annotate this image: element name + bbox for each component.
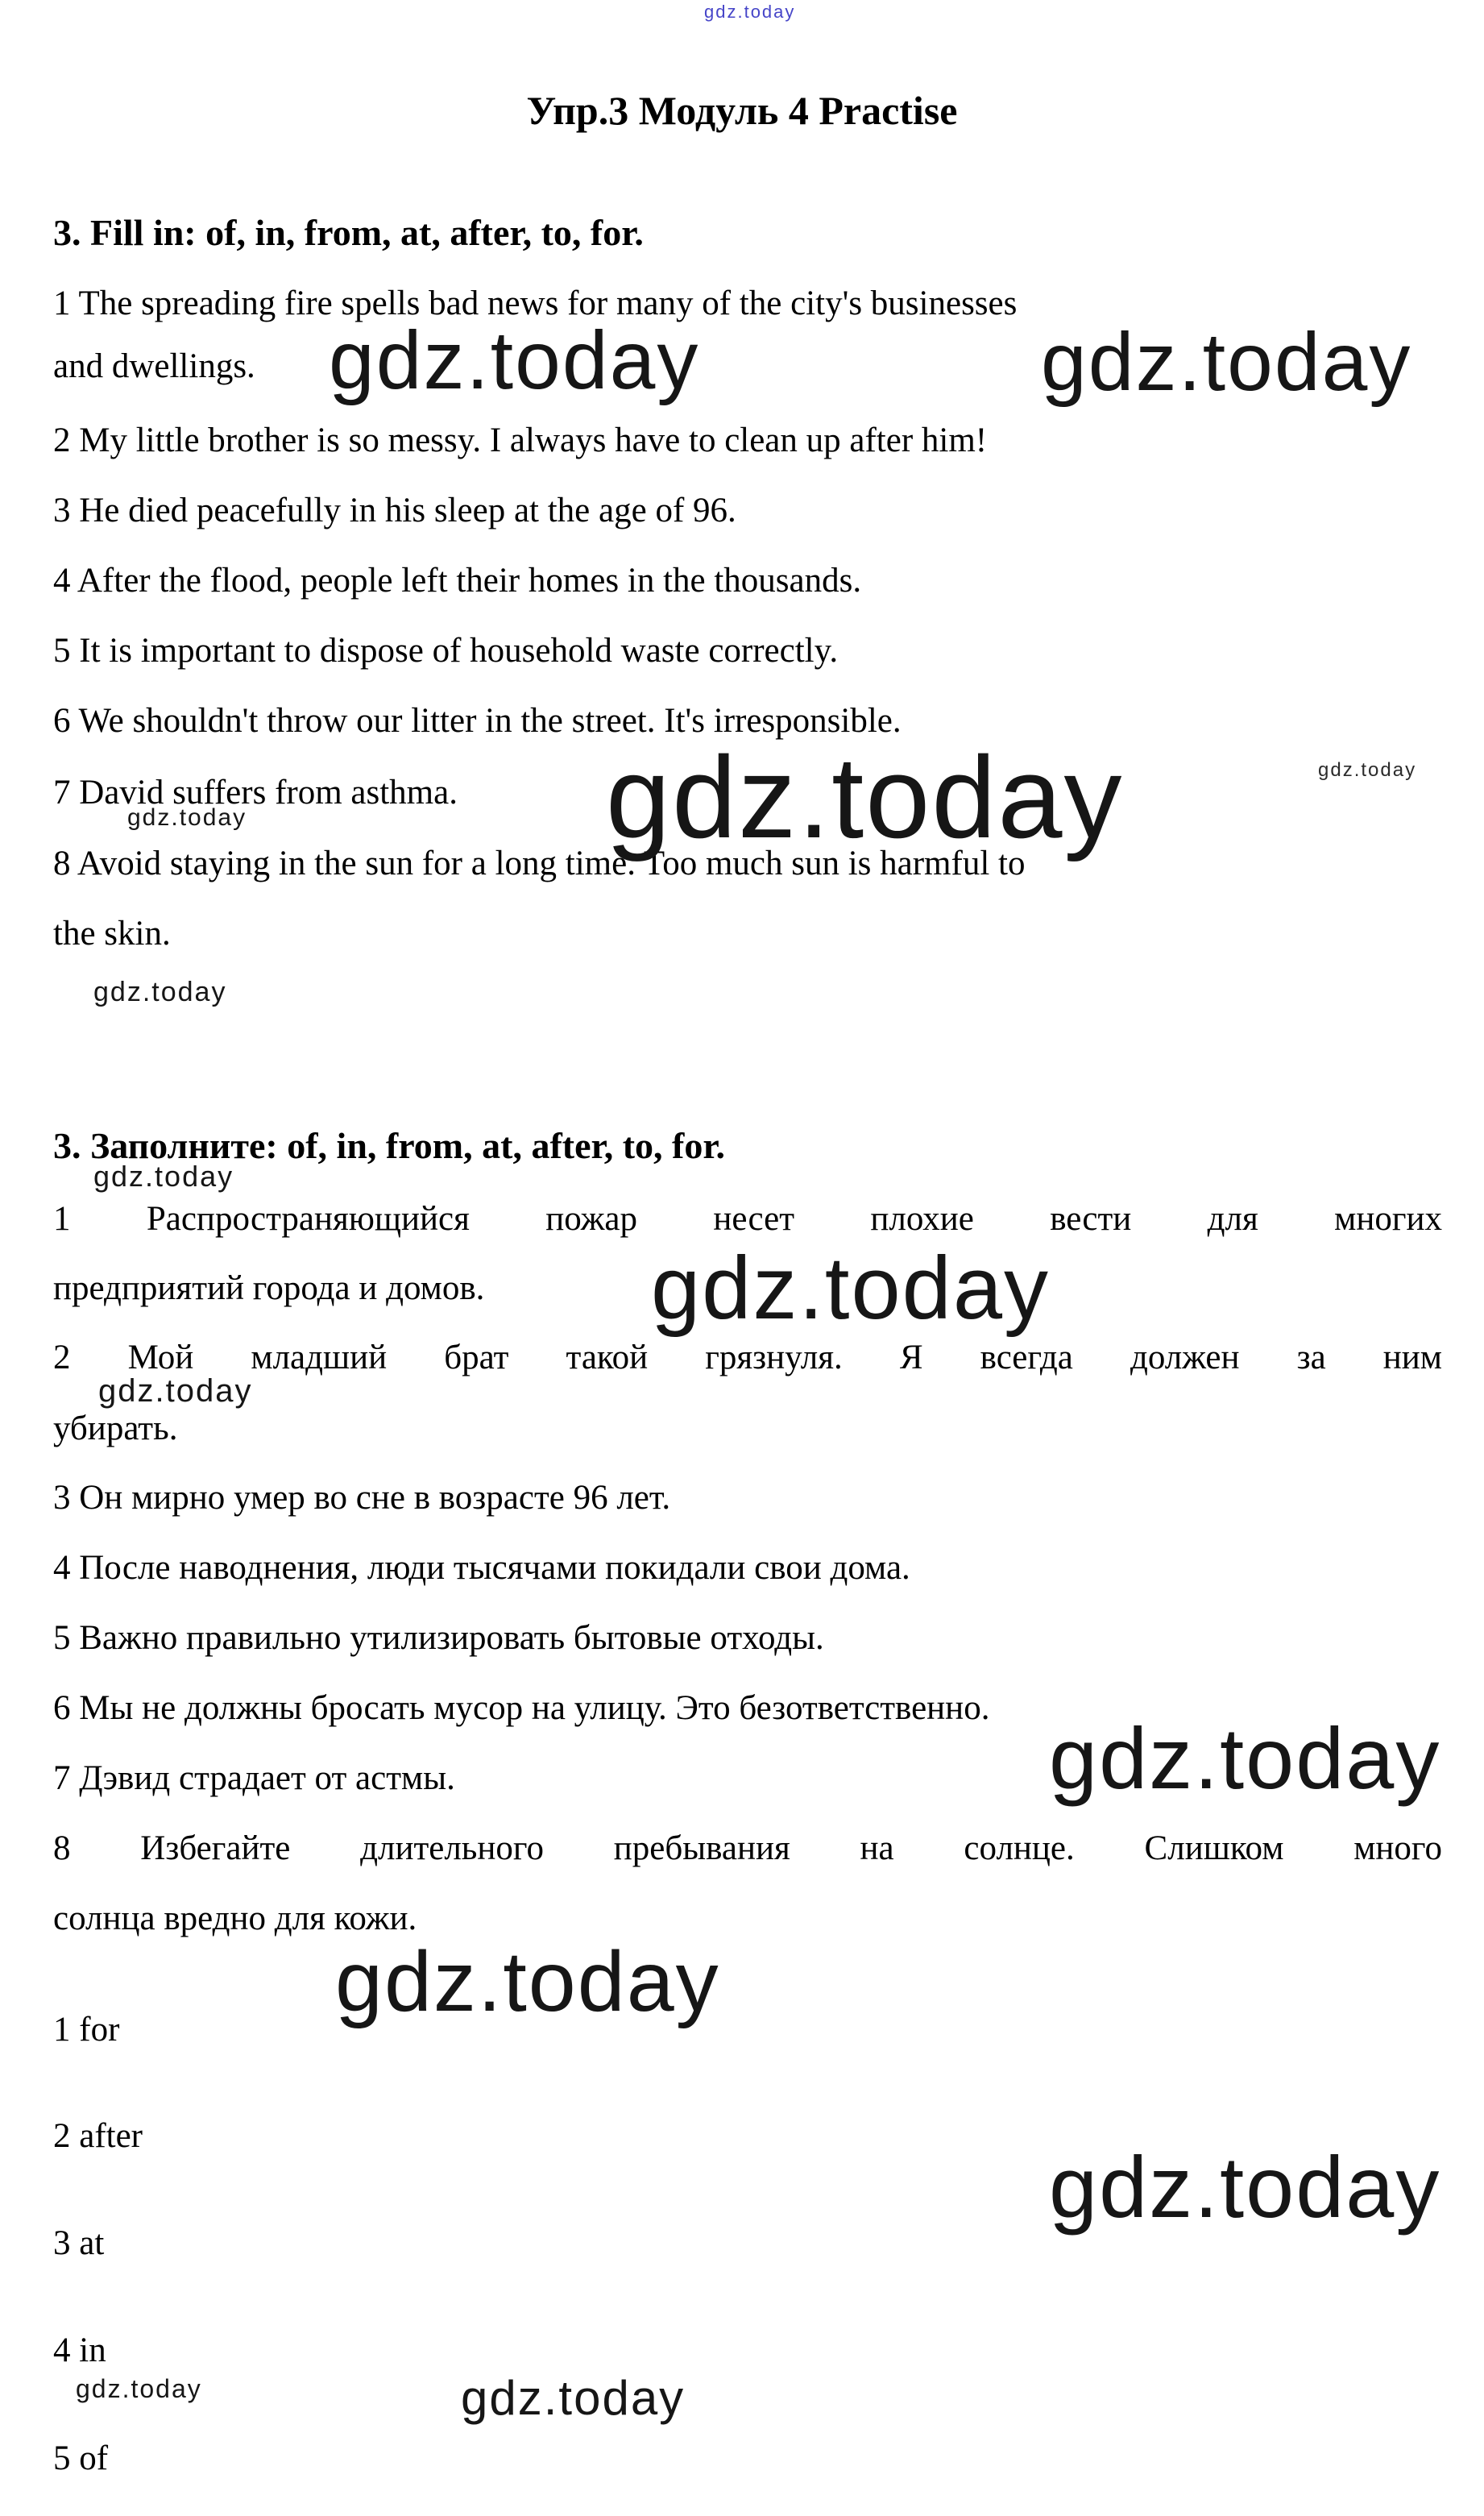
en-sentence-8a: 8 Avoid staying in the sun for a long time. Too much sun is harmful to [53,845,1026,882]
answer-3: 3 at [53,2224,105,2262]
ru-sentence-2b: убирать. [53,1410,178,1447]
ru-sentence-2a: 2 Мой младший брат такой грязнуля. Я всегда должен за ним [53,1339,1442,1376]
ru-sentence-7: 7 Дэвид страдает от астмы. [53,1759,455,1797]
answer-5: 5 of [53,2439,109,2477]
watermark-under-ru-heading: gdz.today [93,1160,234,1193]
watermark-asthma: gdz.today [606,733,1124,862]
ru-sentence-3: 3 Он мирно умер во сне в возрасте 96 лет. [53,1479,671,1517]
en-sentence-2: 2 My little brother is so messy. I always have to clean up after him! [53,421,988,459]
en-sentence-4: 4 After the flood, people left their homes in the thousands. [53,562,862,600]
answer-2: 2 after [53,2117,143,2155]
ru-sentence-4: 4 После наводнения, люди тысячами покидали свои дома. [53,1549,910,1587]
watermark-under-david: gdz.today [127,804,247,831]
watermark-ru-right: gdz.today [1049,1709,1441,1807]
ru-sentence-8a: 8 Избегайте длительного пребывания на солнце. Слишком много [53,1829,1442,1867]
watermark-dwellings-2: gdz.today [1041,316,1412,408]
en-sentence-6: 6 We shouldn't throw our litter in the street. It's irresponsible. [53,702,902,740]
ru-sentence-5: 5 Важно правильно утилизировать бытовые отходы. [53,1619,824,1657]
ru-sentence-1a: 1 Распространяющийся пожар несет плохие вести для многих [53,1200,1442,1238]
watermark-above-answers: gdz.today [335,1934,720,2029]
en-sentence-8b: the skin. [53,915,171,953]
watermark-answers-right: gdz.today [1049,2138,1441,2236]
en-sentence-7: 7 David suffers from asthma. [53,774,458,812]
ru-sentence-8b: солнца вредно для кожи. [53,1899,417,1937]
en-sentence-1b: and dwellings. [53,347,255,385]
exercise-heading-ru: 3. Заполните: of, in, from, at, after, to, for. [53,1125,726,1166]
answer-4: 4 in [53,2331,106,2369]
watermark-mid-left: gdz.today [98,1373,253,1409]
page-title: Упр.3 Модуль 4 Practise [526,88,958,133]
ru-sentence-6: 6 Мы не должны бросать мусор на улицу. Это безответственно. [53,1689,990,1727]
watermark-dwellings-1: gdz.today [329,314,700,406]
watermark-domov: gdz.today [651,1239,1051,1338]
watermark-bottom-center: gdz.today [461,2371,686,2425]
exercise-heading-en: 3. Fill in: of, in, from, at, after, to, for. [53,212,644,253]
en-sentence-5: 5 It is important to dispose of household waste correctly. [53,632,839,670]
en-sentence-1a: 1 The spreading fire spells bad news for many of the city's businesses [53,284,1018,322]
watermark-bottom-left: gdz.today [76,2374,202,2403]
watermark-right-small: gdz.today [1318,759,1417,781]
watermark-below-skin: gdz.today [93,977,227,1007]
en-sentence-3: 3 He died peacefully in his sleep at the age of 96. [53,492,736,529]
answer-1: 1 for [53,2011,120,2049]
ru-sentence-1b: предприятий города и домов. [53,1269,485,1307]
watermark-top: gdz.today [704,2,796,22]
